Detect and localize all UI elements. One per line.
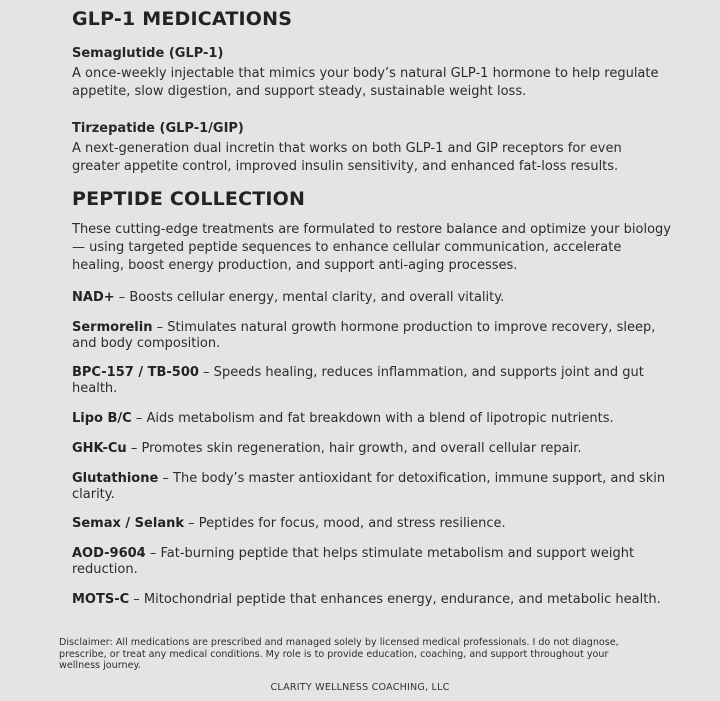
- peptide-item-description: – Mitochondrial peptide that enhances energy, endurance, and metabolic health.: [129, 592, 661, 607]
- tirzepatide-name: Tirzepatide (GLP-1/GIP): [72, 121, 244, 136]
- glp1-section-title: GLP-1 MEDICATIONS: [72, 8, 293, 30]
- peptide-item-lipo: [72, 411, 677, 427]
- peptide-item-sermorelin: [72, 320, 677, 351]
- peptide-item-description: – Stimulates natural growth hormone production to improve recovery, sleep, and body composition.: [72, 320, 656, 351]
- peptide-item-nad: [72, 290, 677, 306]
- semaglutide-description: A once-weekly injectable that mimics your body’s natural GLP-1 hormone to help regulate appetite, slow digestion, and support steady, sustainable weight loss.: [72, 66, 659, 99]
- peptide-item-name: Glutathione: [72, 471, 159, 486]
- peptide-item-glutathione: [72, 471, 677, 502]
- peptide-item-description: – Fat-burning peptide that helps stimulate metabolism and support weight reduction.: [72, 546, 635, 577]
- tirzepatide-description: A next-generation dual incretin that works on both GLP-1 and GIP receptors for even greater appetite control, improved insulin sensitivity, and enhanced fat-loss results.: [72, 141, 622, 174]
- peptide-item-name: GHK-Cu: [72, 441, 127, 456]
- peptide-item-name: Semax / Selank: [72, 516, 184, 531]
- peptide-intro: These cutting-edge treatments are formulated to restore balance and optimize your biology — using targeted peptide sequences to enhance cellular communication, accelerate healing, boost energy production, and support anti-aging processes.: [72, 222, 671, 273]
- peptide-item-semax: [72, 516, 677, 532]
- peptide-item-name: AOD-9604: [72, 546, 146, 561]
- semaglutide-name: Semaglutide (GLP-1): [72, 46, 224, 61]
- peptide-item-name: Lipo B/C: [72, 411, 132, 426]
- company-footer: CLARITY WELLNESS COACHING, LLC: [270, 682, 450, 693]
- peptide-item-description: – The body’s master antioxidant for detoxification, immune support, and skin clarity.: [72, 471, 666, 502]
- peptide-section-title: PEPTIDE COLLECTION: [72, 188, 306, 210]
- disclaimer-text: Disclaimer: All medications are prescribed and managed solely by licensed medical professionals. I do not diagnose, prescribe, or treat any medical conditions. My role is to provide education, coaching, and support throughout your wellness journey.: [59, 637, 619, 671]
- peptide-item-bpc157: [72, 365, 677, 396]
- peptide-item-motsc: [72, 592, 677, 608]
- peptide-item-ghkcu: [72, 441, 677, 457]
- peptide-item-name: MOTS-C: [72, 592, 130, 607]
- peptide-item-name: Sermorelin: [72, 320, 153, 335]
- peptide-item-name: NAD+: [72, 290, 115, 305]
- peptide-item-name: BPC-157 / TB-500: [72, 365, 199, 380]
- peptide-item-description: – Promotes skin regeneration, hair growth, and overall cellular repair.: [126, 441, 582, 456]
- peptide-item-aod9604: [72, 546, 677, 577]
- peptide-item-description: – Aids metabolism and fat breakdown with a blend of lipotropic nutrients.: [131, 411, 614, 426]
- peptide-item-description: – Peptides for focus, mood, and stress resilience.: [184, 516, 506, 531]
- peptide-item-description: – Speeds healing, reduces inflammation, and supports joint and gut health.: [72, 365, 644, 396]
- peptide-item-description: – Boosts cellular energy, mental clarity, and overall vitality.: [114, 290, 505, 305]
